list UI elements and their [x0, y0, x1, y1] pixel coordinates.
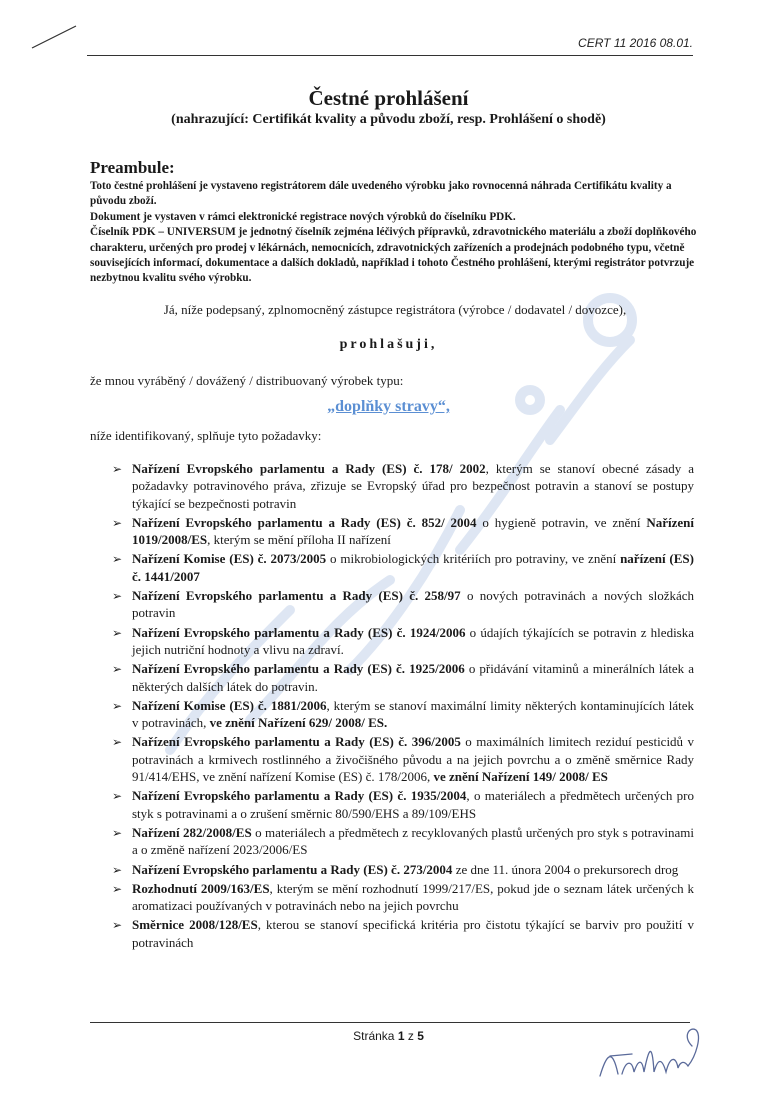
regulation-item: [112, 733, 694, 785]
regulation-item: [112, 660, 694, 695]
regulation-reference: Nařízení Evropského parlamentu a Rady (ES) č. 258/97: [132, 588, 461, 604]
regulation-item: [112, 624, 694, 659]
regulation-list: [112, 460, 694, 953]
arrow-bullet-icon: ➢: [112, 662, 123, 677]
regulation-item: [112, 861, 694, 878]
arrow-bullet-icon: ➢: [112, 462, 123, 476]
arrow-bullet-icon: ➢: [112, 552, 123, 567]
regulation-reference: Nařízení Evropského parlamentu a Rady (ES) č. 396/2005: [132, 734, 461, 750]
preamble-paragraph: Toto čestné prohlášení je vystaveno registrátorem dále uvedeného výrobku jako rovnocenná náhrada Certifikátu kvality a původu zboží.: [90, 180, 672, 208]
arrow-bullet-icon: ➢: [112, 881, 123, 896]
regulation-description: o nových potravinách a nových složkách potravin: [132, 588, 694, 621]
regulation-reference: ve znění Nařízení 149/ 2008/ ES: [433, 769, 608, 785]
regulation-item: [112, 916, 694, 951]
arrow-bullet-icon: ➢: [112, 789, 123, 804]
page-separator: z: [407, 1029, 414, 1043]
regulation-item: [112, 514, 694, 549]
regulation-item: [112, 880, 694, 915]
arrow-bullet-icon: ➢: [112, 625, 123, 640]
requirements-intro: níže identifikovaný, splňuje tyto požadavky:: [90, 428, 322, 443]
signature: [592, 1016, 712, 1086]
document-code: CERT 11 2016 08.01.: [578, 36, 693, 50]
regulation-reference: Nařízení Evropského parlamentu a Rady (ES) č. 1925/2006: [132, 661, 465, 677]
regulation-item: [112, 460, 694, 512]
arrow-bullet-icon: ➢: [112, 698, 123, 713]
regulation-reference: Nařízení Evropského parlamentu a Rady (ES) č. 1935/2004: [132, 788, 467, 804]
regulation-description: , kterým se mění příloha II nařízení: [207, 532, 391, 548]
product-type: „doplňky stravy“,: [327, 398, 450, 415]
arrow-bullet-icon: ➢: [112, 825, 123, 840]
regulation-description: , kterým se mění rozhodnutí 1999/217/ES, pokud jde o seznam látek určených k aromatizaci používaných v potravinách nebo na jejich povrchu: [132, 880, 694, 914]
page-label: Stránka: [353, 1029, 395, 1043]
regulation-description: o údajích týkajících se potravin z hlediska jejich nutriční hodnoty a vlivu na zdraví.: [132, 624, 695, 657]
arrow-bullet-icon: ➢: [112, 918, 123, 933]
regulation-description: o hygieně potravin, ve znění: [476, 514, 647, 530]
regulation-item: [112, 824, 694, 859]
regulation-reference: Nařízení Evropského parlamentu a Rady (ES) č. 852/ 2004: [132, 514, 477, 530]
product-type-intro: že mnou vyráběný / dovážený / distribuovaný výrobek typu:: [90, 373, 404, 388]
page-total: 5: [417, 1029, 424, 1043]
document-title: Čestné prohlášení: [308, 86, 469, 110]
regulation-description: , kterým se stanoví maximální limity některých kontaminujících látek v potravinách,: [132, 697, 694, 731]
regulation-item: [112, 550, 694, 585]
regulation-item: [112, 787, 694, 822]
regulation-description: , o materiálech a předmětech určených pro styk s potravinami a o zrušení směrnic 80/590/EHS a 89/109/EHS: [132, 788, 694, 821]
regulation-reference: Rozhodnutí 2009/163/ES: [132, 880, 270, 896]
regulation-description: , kterým se stanoví obecné zásady a požadavky potravinového práva, zřizuje se Evropský úřad pro bezpečnost potravin a stanoví se postupy týkající se bezpečnosti potravin: [132, 461, 695, 511]
regulation-reference: Směrnice 2008/128/ES: [132, 917, 258, 933]
regulation-description: , kterou se stanoví specifická kritéria pro čistotu týkající se barviv pro použití v potravinách: [132, 917, 694, 950]
preamble-paragraph: Dokument je vystaven v rámci elektronické registrace nových výrobků do číselníku PDK.: [90, 210, 516, 223]
regulation-reference: Nařízení 1019/2008/ES: [132, 514, 694, 548]
regulation-reference: ve znění Nařízení 629/ 2008/ ES.: [209, 715, 388, 731]
regulation-description: o přidávání vitaminů a minerálních látek a některých dalších látek do potravin.: [132, 661, 695, 694]
regulation-reference: Nařízení 282/2008/ES: [132, 824, 252, 840]
regulation-reference: Nařízení Komise (ES) č. 2073/2005: [132, 551, 327, 567]
preamble-paragraph: Číselník PDK – UNIVERSUM je jednotný číselník zejména léčivých přípravků, zdravotnického materiálu a zboží doplňkového charakteru, určených pro prodej v lékárnách, nemocnicích, zdravotnických zařízeních a prodejnách podobného typu, včetně souvisejících informací, dokumentace a dalších dokladů, například i tohoto Čestného prohlášení, kterými registrátor potvrzuje nezbytnou kvalitu svého výrobku.: [90, 226, 697, 285]
regulation-reference: Nařízení Evropského parlamentu a Rady (ES) č. 1924/2006: [132, 624, 466, 640]
preamble-heading: Preambule:: [90, 158, 175, 177]
declaration-word: prohlašuji,: [339, 337, 438, 352]
arrow-bullet-icon: ➢: [112, 515, 123, 530]
document-subtitle: (nahrazující: Certifikát kvality a původu zboží, resp. Prohlášení o shodě): [171, 112, 606, 127]
regulation-reference: Nařízení Evropského parlamentu a Rady (ES) č. 273/2004: [132, 861, 453, 877]
regulation-reference: Nařízení Komise (ES) č. 1881/2006: [132, 697, 327, 713]
preamble-text: [90, 179, 700, 287]
declarant-statement: Já, níže podepsaný, zplnomocněný zástupce registrátora (výrobce / dodavatel / dovozce),: [163, 302, 627, 317]
regulation-description: o materiálech a předmětech z recyklovaných plastů určených pro styk s potravinami a o změně nařízení 2023/2006/ES: [132, 824, 694, 858]
regulation-description: ze dne 11. února 2004 o prekursorech drog: [452, 861, 679, 877]
arrow-bullet-icon: ➢: [112, 589, 123, 604]
regulation-description: o maximálních limitech reziduí pesticidů v potravinách a krmivech rostlinného a živočišného původu a na jejich povrchu a o změně směrnice Rady 91/414/EHS, ve znění nařízení Komise (ES) č. 178/2006,: [132, 734, 695, 785]
regulation-reference: Nařízení Evropského parlamentu a Rady (ES) č. 178/ 2002: [132, 461, 486, 476]
arrow-bullet-icon: ➢: [112, 735, 123, 750]
header-divider: [87, 55, 693, 56]
pen-mark: [30, 22, 80, 52]
arrow-bullet-icon: ➢: [112, 862, 123, 877]
regulation-item: [112, 587, 694, 622]
regulation-item: [112, 697, 694, 732]
regulation-description: o mikrobiologických kritériích pro potraviny, ve znění: [326, 551, 621, 567]
page-current: 1: [397, 1029, 405, 1043]
regulation-reference: nařízení (ES) č. 1441/2007: [132, 551, 694, 584]
